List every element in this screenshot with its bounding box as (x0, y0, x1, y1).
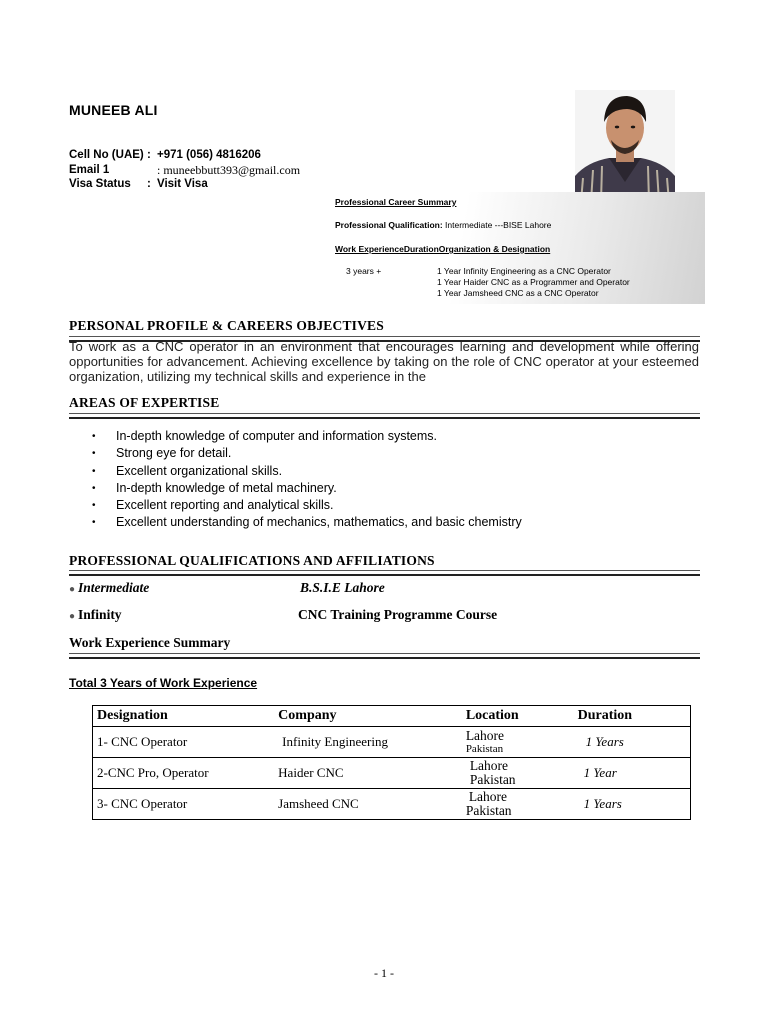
bullet-icon: • (92, 448, 96, 460)
summary-item: 1 Year Haider CNC as a Programmer and Operator (437, 277, 630, 287)
qualification-value: Intermediate ---BISE Lahore (442, 220, 552, 230)
location-cell (462, 758, 574, 789)
location-city: Lahore (465, 728, 505, 743)
summary-qualification (335, 220, 551, 231)
work-summary-heading: Work Experience Summary (69, 635, 231, 650)
section-divider (69, 570, 700, 576)
profile-heading: PERSONAL PROFILE & CAREERS OBJECTIVES (69, 318, 384, 333)
column-header: Designation (93, 706, 275, 727)
bullet-icon: • (92, 500, 96, 512)
duration-cell: 1 Year (574, 758, 691, 789)
qualification-detail: B.S.I.E Lahore (300, 580, 385, 595)
contact-label: Email 1 (69, 163, 110, 176)
total-experience: Total 3 Years of Work Experience (69, 676, 258, 690)
experience-table (92, 705, 691, 820)
contact-row-phone (69, 148, 300, 163)
visa-status: Visit Visa (157, 178, 208, 190)
contact-colon: : (147, 149, 151, 161)
qualifications-heading: PROFESSIONAL QUALIFICATIONS AND AFFILIATIONS (69, 553, 435, 568)
bullet-icon: • (92, 517, 96, 529)
page-number: - 1 - (374, 966, 394, 980)
summary-work-header: Work ExperienceDurationOrganization & Designation (335, 244, 551, 254)
table-row (93, 727, 691, 758)
bullet-icon: ● (69, 584, 76, 595)
designation-cell: 2-CNC Pro, Operator (93, 758, 275, 789)
list-item (92, 514, 522, 531)
list-item-text: Strong eye for detail. (116, 446, 232, 461)
expertise-heading: AREAS OF EXPERTISE (69, 395, 220, 410)
contact-label: Visa Status (69, 178, 131, 190)
qualification-name: ● Intermediate (69, 580, 150, 595)
table-row (93, 758, 691, 789)
list-item (92, 428, 522, 445)
email-address[interactable]: : muneebbutt393@gmail.com (157, 162, 301, 177)
bullet-icon: • (92, 482, 96, 494)
bullet-icon: • (92, 465, 96, 477)
duration-cell: 1 Years (574, 727, 691, 758)
list-item (92, 445, 522, 462)
summary-item: 1 Year Infinity Engineering as a CNC Operator (437, 266, 611, 276)
location-city: Lahore (469, 758, 509, 773)
location-cell (462, 727, 574, 758)
company-cell: Infinity Engineering (274, 727, 462, 758)
duration-cell: 1 Years (574, 789, 691, 820)
section-divider (69, 413, 700, 419)
profile-photo (575, 90, 675, 202)
summary-title: Professional Career Summary (335, 197, 457, 207)
list-item-text: Excellent understanding of mechanics, mathematics, and basic chemistry (116, 515, 522, 530)
contact-row-visa (69, 177, 300, 192)
table-header-row (93, 706, 691, 727)
contact-colon (147, 163, 157, 178)
list-item-text: In-depth knowledge of computer and information systems. (116, 429, 438, 443)
list-item (92, 463, 522, 480)
contact-row-email (69, 163, 300, 178)
location-country: Pakistan (465, 743, 504, 755)
column-header: Company (274, 706, 462, 727)
contact-block (69, 148, 300, 192)
location-city: Lahore (468, 789, 508, 804)
list-item (92, 497, 522, 514)
location-country: Pakistan (465, 803, 512, 818)
summary-list (437, 266, 630, 299)
summary-years: 3 years + (346, 266, 382, 276)
bullet-icon: • (92, 431, 96, 442)
location-cell (462, 789, 574, 820)
list-item-text: Excellent organizational skills. (116, 463, 283, 478)
section-divider (69, 653, 700, 659)
bullet-icon: ● (69, 611, 76, 622)
column-header: Location (462, 706, 574, 727)
designation-cell: 3- CNC Operator (93, 789, 275, 820)
table-row (93, 789, 691, 820)
profile-text: To work as a CNC operator in an environment that encourages learning and development while offering opportunities for advancement. Achieving excellence by taking on the role of CNC operator at your esteemed organization, utilizing my technical skills and experience in the (69, 339, 699, 384)
person-photo-icon (575, 90, 675, 202)
applicant-name: MUNEEB ALI (69, 102, 158, 118)
location-country: Pakistan (469, 772, 516, 787)
contact-label: Cell No (UAE) (69, 149, 144, 161)
qualification-name: ● Infinity (69, 607, 122, 622)
summary-item: 1 Year Jamsheed CNC as a CNC Operator (437, 288, 599, 298)
qualification-label: Professional Qualification: (335, 220, 443, 230)
contact-colon: : (147, 178, 151, 190)
company-cell: Jamsheed CNC (274, 789, 462, 820)
column-header: Duration (574, 706, 691, 727)
company-cell: Haider CNC (274, 758, 462, 789)
designation-cell: 1- CNC Operator (93, 727, 275, 758)
qualification-detail: CNC Training Programme Course (298, 607, 498, 622)
list-item-text: Excellent reporting and analytical skills. (116, 498, 334, 513)
list-item (92, 480, 522, 497)
expertise-list (92, 428, 522, 532)
phone-number: +971 (056) 4816206 (157, 149, 261, 161)
list-item-text: In-depth knowledge of metal machinery. (116, 480, 337, 495)
